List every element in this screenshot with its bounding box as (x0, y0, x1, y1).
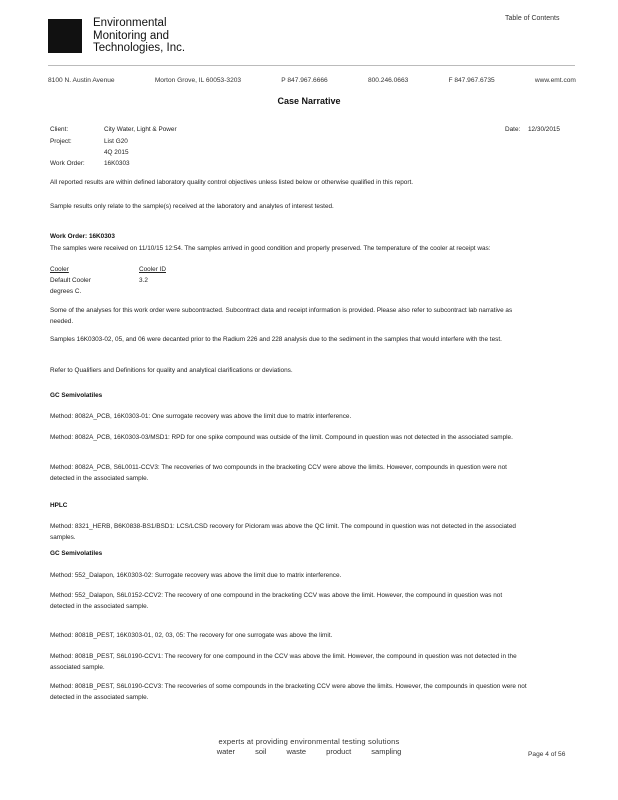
header-divider (48, 65, 575, 66)
project-period: 4Q 2015 (104, 149, 129, 156)
gc-note-3: Method: 8082A_PCB, S6L0011-CCV3: The recoveries of two compounds in the bracketing CCV were above the limits. However, compounds in question were not detected in the associated sample. (50, 464, 507, 482)
footer-services (0, 747, 618, 756)
hplc-heading: HPLC (50, 502, 68, 509)
project-value: List G20 (104, 138, 128, 145)
cooler-id-header: Cooler ID (139, 266, 166, 273)
address-bar (48, 77, 576, 84)
cooler-unit: degrees C. (50, 288, 82, 295)
fax-number: F 847.967.6735 (448, 77, 495, 84)
client-label: Client: (50, 126, 69, 133)
service-sampling: sampling (371, 747, 402, 756)
cooler-temperature: 3.2 (139, 277, 148, 284)
work-order-label: Work Order: (50, 160, 85, 167)
gc-note-8: Method: 8081B_PEST, S6L0190-CCV3: The recoveries of some compounds in the bracketing CCV were above the limits. However, the compounds in question were not detected in the associated sample. (50, 683, 527, 701)
company-name-line1: Environmental (93, 17, 167, 29)
website-link[interactable]: www.emt.com (534, 77, 576, 84)
gc-note-5: Method: 552_Dalapon, S6L0152-CCV2: The recovery of one compound in the bracketing CCV was above the limit. However, the compound in question was not detected in the associated sample. (50, 592, 503, 610)
gc-note-4: Method: 552_Dalapon, 16K0303-02: Surrogate recovery was above the limit due to matrix interference. (50, 572, 342, 579)
company-name (93, 17, 185, 55)
decant-paragraph: Samples 16K0303-02, 05, and 06 were decanted prior to the Radium 226 and 228 analysis due to the sediment in the samples that would interfere with the test. (50, 336, 502, 343)
footer-tagline: experts at providing environmental testing solutions (218, 737, 400, 746)
qc-statement: All reported results are within defined laboratory quality control objectives unless listed below or otherwise qualified in this report. (50, 179, 414, 186)
service-product: product (326, 747, 352, 756)
work-order-value: 16K0303 (104, 160, 130, 167)
company-name-line2: Monitoring and (93, 29, 170, 42)
gc-semivolatiles-heading-1: GC Semivolatiles (50, 392, 103, 399)
city-address: Morton Grove, IL 60053-3203 (154, 77, 242, 84)
service-waste: waste (286, 747, 307, 756)
phone-number: P 847.967.6666 (281, 77, 328, 84)
gc-note-6: Method: 8081B_PEST, 16K0303-01, 02, 03, 05: The recovery for one surrogate was above the limit. (50, 632, 333, 639)
hplc-note-1: Method: 8321_HERB, B6K0838-BS1/BSD1: LCS/LCSD recovery for Picloram was above the QC limit. The compound in question was not detected in the associated samples. (50, 523, 516, 541)
service-soil: soil (255, 747, 267, 756)
client-value: City Water, Light & Power (104, 126, 177, 133)
cooler-table (50, 264, 528, 297)
page-title: Case Narrative (277, 96, 341, 106)
cooler-name: Default Cooler (50, 277, 91, 284)
street-address: 8100 N. Austin Avenue (48, 77, 115, 84)
project-label: Project: (50, 138, 72, 145)
table-of-contents-link[interactable]: Table of Contents (505, 15, 560, 22)
service-water: water (216, 747, 236, 756)
cooler-header: Cooler (50, 266, 69, 273)
gc-note-7: Method: 8081B_PEST, S6L0190-CCV1: The recovery for one compound in the CCV was above the limit. However, the compound in question was not detected in the associated sample. (50, 653, 517, 671)
subcontract-paragraph: Some of the analyses for this work order were subcontracted. Subcontract data and receipt information is provided. Please also refer to subcontract lab narrative as needed. (50, 307, 513, 325)
receipt-paragraph: The samples were received on 11/10/15 12:54. The samples arrived in good condition and properly preserved. The temperature of the cooler at receipt was: (50, 245, 491, 252)
date-label: Date: (505, 126, 521, 133)
gc-note-1: Method: 8082A_PCB, 16K0303-01: One surrogate recovery was above the limit due to matrix interference. (50, 413, 352, 420)
company-name-line3: Technologies, Inc. (93, 42, 186, 54)
company-logo (48, 19, 82, 53)
tollfree-number: 800.246.0663 (367, 77, 409, 84)
qualifiers-paragraph: Refer to Qualifiers and Definitions for quality and analytical clarifications or deviations. (50, 367, 293, 374)
sample-relation-statement: Sample results only relate to the sample(s) received at the laboratory and analytes of interest tested. (50, 203, 334, 210)
cooler-header-row (50, 264, 528, 275)
gc-semivolatiles-heading-2: GC Semivolatiles (50, 550, 103, 557)
date-value: 12/30/2015 (528, 126, 560, 133)
page-number: Page 4 of 56 (528, 751, 566, 758)
work-order-heading: Work Order: 16K0303 (50, 233, 115, 240)
cooler-row (50, 275, 528, 286)
gc-note-2: Method: 8082A_PCB, 16K0303-03/MSD1: RPD for one spike compound was outside of the limit. Compound in question was not detected in the associated sample. (50, 434, 513, 441)
